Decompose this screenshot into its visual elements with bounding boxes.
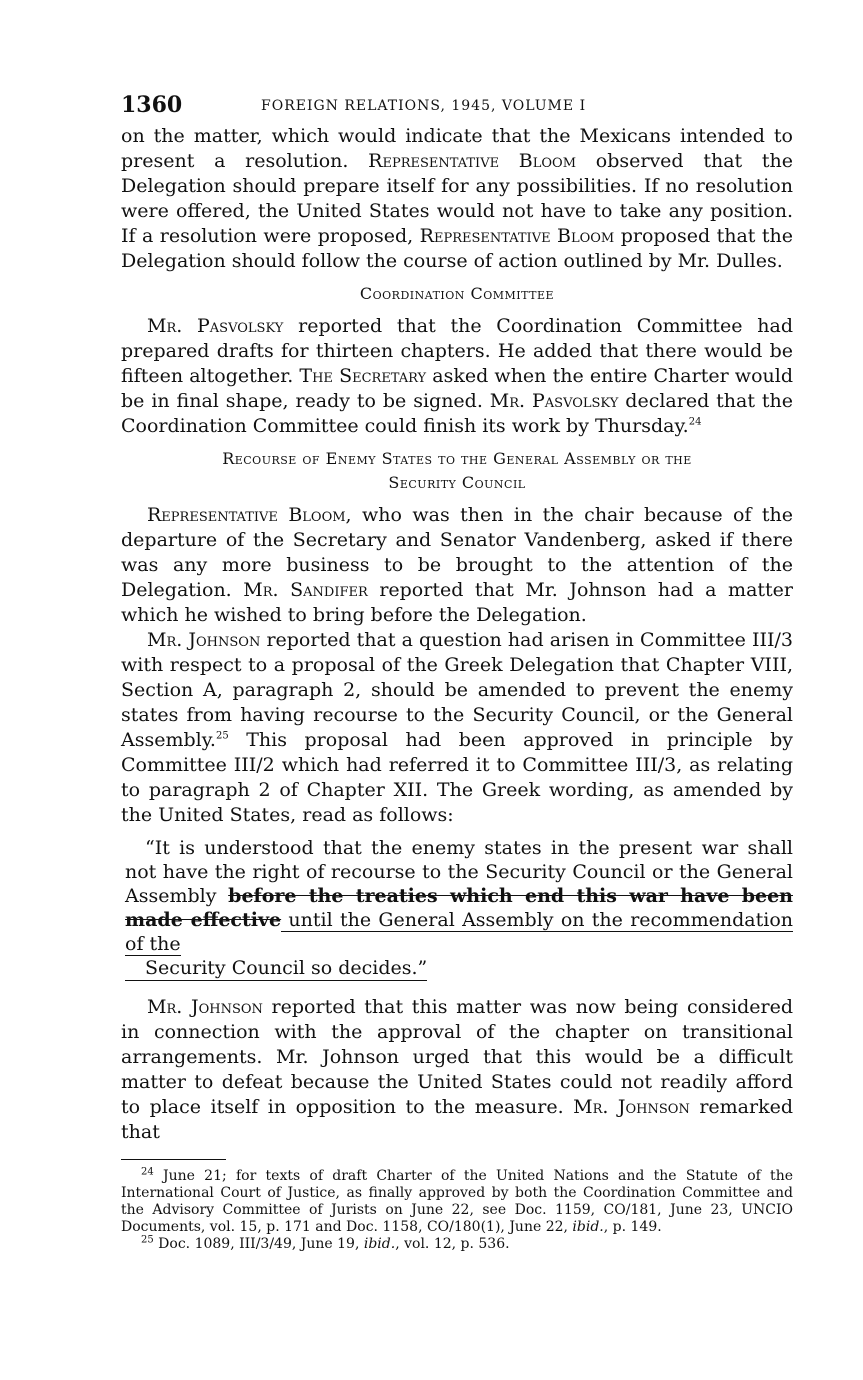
paragraph-coordination-committee: Mr. Pasvolsky reported that the Coordination Committee had prepared drafts for thirteen chapters. He added that there would be fifteen altogether. The Secretary asked when the entire Charter would be in final shape, ready to be signed. Mr. Pasvolsky declared that the Coordination Committee could finish its work by Thursday.$^{24}$ (121, 315, 793, 437)
speaker-name: Mr. Sandifer (243, 579, 368, 601)
paragraph-bloom-chair: Representative Bloom, who was then in the chair because of the departure of the Secretary and Senator Vandenberg, asked if there was any more business to be brought to the attention of the Delegation. Mr. Sandifer reported that Mr. Johnson had a matter which he wished to bring before the Delegation. (121, 504, 793, 626)
footnote-divider (121, 1159, 226, 1160)
underlined-text: Security Council so decides.” (125, 956, 427, 981)
speaker-name: Representative Bloom (368, 150, 577, 172)
paragraph-greek-proposal: Mr. Johnson reported that a question had arisen in Committee III/3 with respect to a proposal of the Greek Delegation that Chapter VIII, Section A, paragraph 2, should be amended to prevent the enemy states from having recourse to the Security Council, or the General Assembly.$^{25}$ This proposal had been approved in principle by Committee III/2 which had referred it to Committee III/3, as relating to paragraph 2 of Chapter XII. The Greek wording, as amended by the United States, read as follows: (121, 629, 793, 826)
section-heading-recourse-enemy-states: Recourse of Enemy States to the General Assembly or the Security Council (222, 449, 692, 492)
speaker-name: Mr. Pasvolsky (147, 315, 284, 337)
underlined-text: until the General Assembly on the recommendation of the (125, 909, 793, 955)
paragraph-mexican-resolution: on the matter, which would indicate that the Mexicans intended to present a resolution. Representative Bloom observed that the Delegation should prepare itself for any possibilities. If no resolution were offered, the United States would not have to take any position. If a resolution were proposed, Representative Bloom proposed that the Delegation should follow the course of action outlined by Mr. Dulles. (121, 125, 794, 272)
speaker-name: Mr. Johnson (573, 1096, 690, 1118)
struck-text: before the treaties which end this war have been made effective (125, 885, 793, 931)
footnote-25: $^{25}$ Doc. 1089, III/3/49, June 19, ibid., vol. 12, p. 536. (141, 1234, 510, 1252)
footnote-reference: 24 (688, 416, 702, 428)
footnote-24: $^{24}$ June 21; for texts of draft Charter of the United Nations and the Statute of the International Court of Justice, as finally approved by both the Coordination Committee and the Advisory Committee of Jurists on June 22, see Doc. 1159, CO/181, June 23, UNCIO Documents, vol. 15, p. 171 and Doc. 1158, CO/180(1), June 22, ibid., p. 149. (121, 1166, 793, 1235)
speaker-name: The Secretary (299, 365, 427, 387)
speaker-name: Mr. Johnson (147, 996, 263, 1018)
running-header (121, 92, 793, 124)
speaker-name: Mr. Pasvolsky (489, 390, 619, 412)
footnote-reference: 25 (215, 730, 229, 742)
speaker-name: Mr. Johnson (147, 629, 261, 651)
block-quote-greek-wording: “It is understood that the enemy states in the present war shall not have the right of recourse to the Security Council or the General Assembly before the treaties which end this war have been made effective until the General Assembly on the recommendation of the Security Council so decides.” (125, 837, 793, 979)
paragraph-johnson-remarks: Mr. Johnson reported that this matter was now being considered in connection with the approval of the chapter on transitional arrangements. Mr. Johnson urged that this would be a difficult matter to defeat because the United States could not readily afford to place itself in opposition to the measure. Mr. Johnson remarked that (121, 996, 793, 1143)
document-page (121, 92, 793, 1253)
running-title: FOREIGN RELATIONS, 1945, VOLUME I (261, 98, 587, 114)
page-number: 1360 (121, 92, 183, 118)
speaker-name: Representative Bloom (419, 225, 615, 247)
speaker-name: Representative Bloom, (147, 504, 352, 526)
section-heading-coordination-committee: Coordination Committee (359, 284, 555, 303)
